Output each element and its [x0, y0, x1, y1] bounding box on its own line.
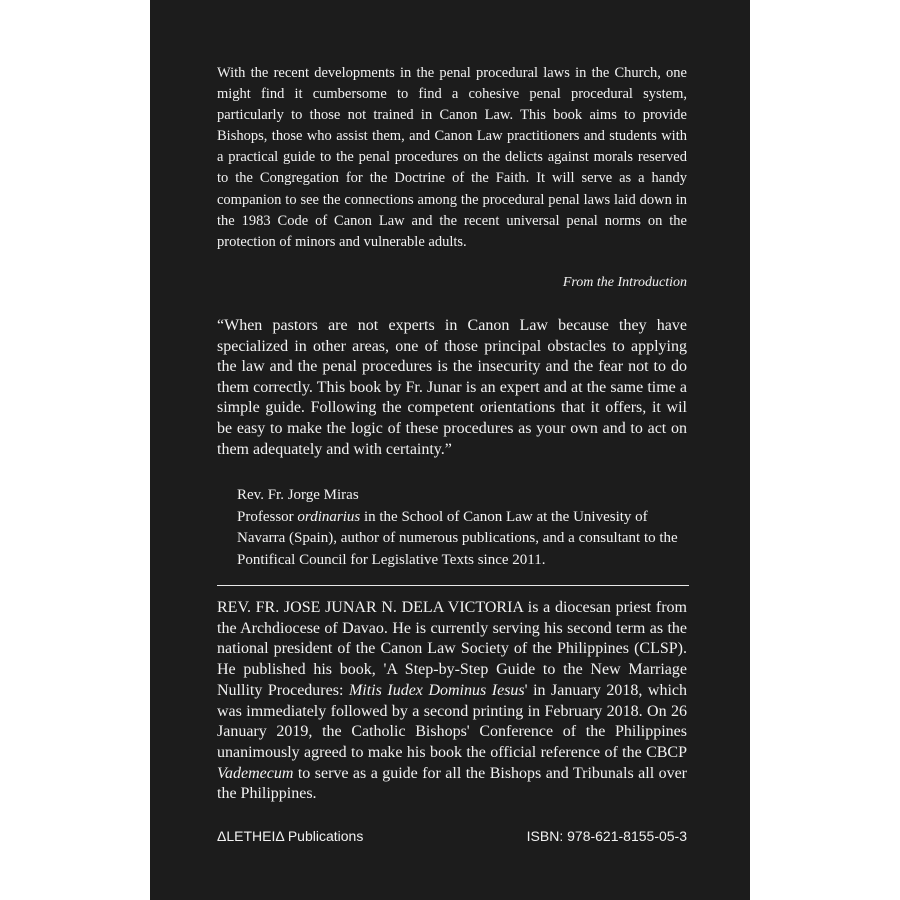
credentials-rest: in the School of Canon Law at the Univesity of Navarra (Spain), author of numerous publications, and a consultant to the Pontifical Council for Legislative Texts since 2011. — [237, 508, 678, 568]
bio-part-2: ' in January 2018, which was immediately followed by a second printing in February 2018. On 26 January 2019, the Catholic Bishops' Conference of the Philippines unanimously agreed to make his book the official reference of the CBCP — [217, 681, 687, 761]
back-cover — [150, 0, 750, 900]
intro-attribution: From the Introduction — [562, 275, 687, 290]
endorsement-quote: “When pastors are not experts in Canon Law because they have specialized in other areas, one of those principal obstacles to applying the law and the penal procedures is the insecurity and the fear not to do them correctly. This book by Fr. Junar is an expert and at the same time a simple guide. Following the competent orientations that it offers, it wil be easy to make the logic of these procedures as your own and to act on them adequately and with certainty.” — [217, 317, 687, 458]
isbn-number: ISBN: 978-621-8155-05-3 — [526, 828, 687, 844]
credentials-title: ordinarius — [297, 508, 361, 525]
bio-vademecum: Vademecum — [217, 764, 294, 782]
bio-part-3: to serve as a guide for all the Bishops and Tribunals all over the Philippines. — [217, 764, 687, 803]
endorsement-author-block — [237, 485, 687, 571]
publisher-name: ΔLETHEIΔ Publications — [217, 828, 364, 844]
credentials-prefix: Professor — [237, 508, 298, 525]
intro-paragraph: With the recent developments in the penal procedural laws in the Church, one might find it cumbersome to find a cohesive penal procedural system, particularly to those not trained in Canon Law. This book aims to provide Bishops, those who assist them, and Canon Law practitioners and students with a practical guide to the penal procedures on the delicts against morals reserved to the Congregation for the Doctrine of the Faith. It will serve as a handy companion to see the connections among the procedural penal laws laid down in the 1983 Code of Canon Law and the recent universal penal norms on the protection of minors and vulnerable adults. — [217, 65, 687, 250]
author-bio — [217, 598, 687, 805]
bio-book-title: Mitis Iudex Dominus Iesus — [348, 681, 525, 699]
section-divider — [217, 585, 689, 586]
bio-part-1: REV. FR. JOSE JUNAR N. DELA VICTORIA is a diocesan priest from the Archdiocese of Davao. He is currently serving his second term as the national president of the Canon Law Society of the Philippines (CLSP). He published his book, 'A Step-by-Step Guide to the New Marriage Nullity Procedures: — [217, 599, 687, 699]
endorsement-author-credentials — [237, 507, 687, 572]
endorsement-author-name: Rev. Fr. Jorge Miras — [237, 487, 359, 503]
